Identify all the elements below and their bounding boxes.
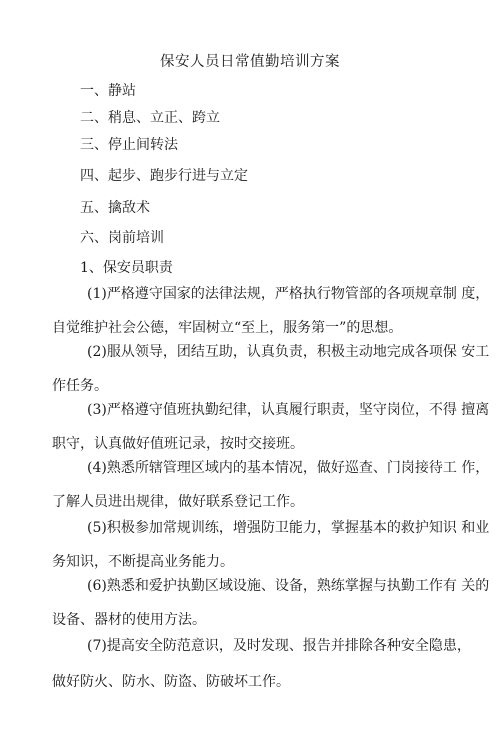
paragraph-line: 了解人员进出规律，做好联系登记工作。	[52, 494, 304, 510]
paragraph-line: 自觉维护社会公德，牢固树立“至上，服务第一”的思想。	[52, 320, 403, 336]
heading-static-standing: 一、静站	[80, 83, 136, 99]
duty-paragraph-1	[52, 284, 490, 338]
paragraph-line: (6)熟悉和爱护执勤区域设施、设备，熟练掌握与执勤工作有 关的	[87, 578, 490, 594]
heading-capture-techniques: 五、擒敌术	[80, 200, 150, 216]
duty-paragraph-7	[52, 636, 471, 692]
heading-guard-duties: 1、保安员职责	[80, 260, 173, 276]
duty-paragraph-3	[52, 400, 490, 454]
duty-paragraph-6	[52, 576, 490, 630]
document-title: 保安人员日常值勤培训方案	[160, 54, 340, 70]
duty-paragraph-4	[52, 458, 490, 512]
duty-paragraph-2	[52, 342, 490, 396]
paragraph-line: (4)熟悉所辖管理区域内的基本情况，做好巡查、门岗接待工 作，	[87, 460, 490, 476]
heading-facing-movements: 三、停止间转法	[80, 137, 178, 153]
paragraph-line: 务知识，不断提高业务能力。	[52, 554, 234, 570]
heading-marching: 四、起步、跑步行进与立定	[80, 168, 248, 184]
paragraph-line: (5)积极参加常规训练，增强防卫能力，掌握基本的救护知识 和业	[87, 520, 490, 536]
heading-at-ease-attention: 二、稍息、立正、跨立	[80, 110, 220, 126]
paragraph-line: 作任务。	[52, 378, 108, 394]
paragraph-line: (2)服从领导，团结互助，认真负责，积极主动地完成各项保 安工	[87, 344, 490, 360]
duty-paragraph-5	[52, 518, 490, 572]
paragraph-line: 设备、器材的使用方法。	[52, 612, 206, 628]
paragraph-line: (1)严格遵守国家的法律法规，严格执行物管部的各项规章制 度，	[87, 286, 490, 302]
paragraph-line: (3)严格遵守值班执勤纪律，认真履行职责，坚守岗位，不得 擅离	[87, 402, 490, 418]
paragraph-line: 做好防火、防水、防盗、防破坏工作。	[52, 674, 290, 690]
paragraph-line: (7)提高安全防范意识，及时发现、报告并排除各种安全隐患，	[87, 638, 471, 654]
heading-pre-job-training: 六、岗前培训	[80, 230, 164, 246]
paragraph-line: 职守，认真做好值班记录，按时交接班。	[52, 436, 304, 452]
